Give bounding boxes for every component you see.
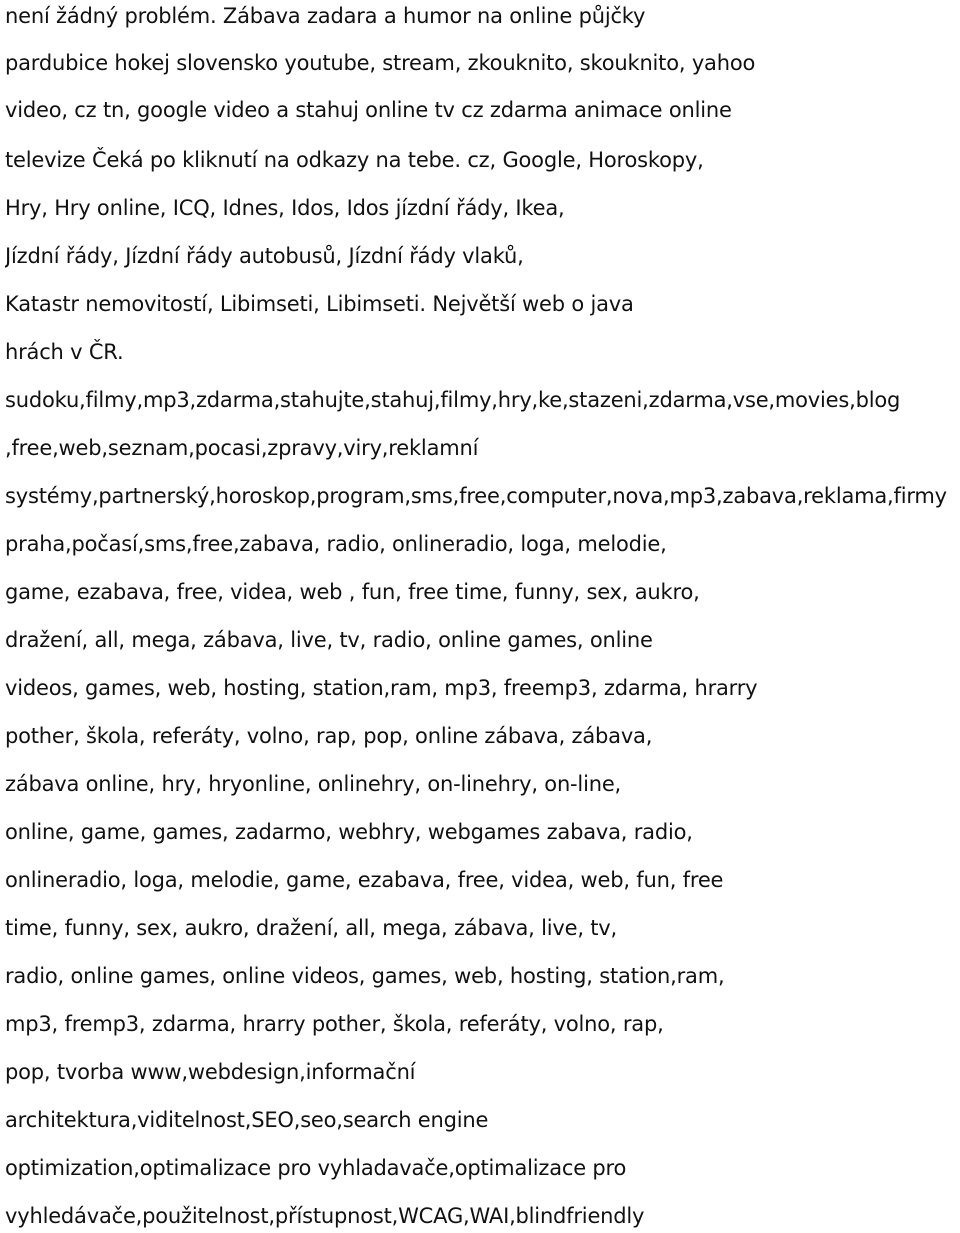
text-line: pop, tvorba www,webdesign,informační	[5, 1060, 416, 1084]
text-line: time, funny, sex, aukro, dražení, all, mega, zábava, live, tv,	[5, 916, 618, 940]
text-line: ,free,web,seznam,pocasi,zpravy,viry,reklamní	[5, 436, 479, 460]
text-line: pardubice hokej slovensko youtube, stream, zkouknito, skouknito, yahoo	[5, 51, 756, 75]
text-line: Katastr nemovitostí, Libimseti, Libimseti. Největší web o java	[5, 292, 634, 316]
text-line: vyhledávače,použitelnost,přístupnost,WCAG,WAI,blindfriendly	[5, 1204, 645, 1228]
text-line: není žádný problém. Zábava zadara a humor na online půjčky	[5, 4, 646, 28]
text-line: optimization,optimalizace pro vyhladavače,optimalizace pro	[5, 1156, 627, 1180]
text-line: mp3, fremp3, zdarma, hrarry pother, škola, referáty, volno, rap,	[5, 1012, 664, 1036]
text-line: architektura,viditelnost,SEO,seo,search engine	[5, 1108, 489, 1132]
text-line: dražení, all, mega, zábava, live, tv, radio, online games, online	[5, 628, 653, 652]
text-line: pother, škola, referáty, volno, rap, pop, online zábava, zábava,	[5, 724, 653, 748]
text-line: hrách v ČR.	[5, 340, 124, 364]
text-line: sudoku,filmy,mp3,zdarma,stahujte,stahuj,filmy,hry,ke,stazeni,zdarma,vse,movies,blog	[5, 388, 901, 412]
text-line: systémy,partnerský,horoskop,program,sms,free,computer,nova,mp3,zabava,reklama,firmy	[5, 484, 947, 508]
document-page	[5, 0, 960, 1233]
text-line: televize Čeká po kliknutí na odkazy na tebe. cz, Google, Horoskopy,	[5, 148, 704, 172]
text-line: video, cz tn, google video a stahuj online tv cz zdarma animace online	[5, 98, 732, 122]
text-line: Jízdní řády, Jízdní řády autobusů, Jízdní řády vlaků,	[5, 244, 524, 268]
text-line: Hry, Hry online, ICQ, Idnes, Idos, Idos jízdní řády, Ikea,	[5, 196, 565, 220]
text-line: zábava online, hry, hryonline, onlinehry, on-linehry, on-line,	[5, 772, 622, 796]
text-line: online, game, games, zadarmo, webhry, webgames zabava, radio,	[5, 820, 693, 844]
text-line: praha,počasí,sms,free,zabava, radio, onlineradio, loga, melodie,	[5, 532, 667, 556]
text-line: videos, games, web, hosting, station,ram, mp3, freemp3, zdarma, hrarry	[5, 676, 758, 700]
text-line: radio, online games, online videos, games, web, hosting, station,ram,	[5, 964, 725, 988]
text-line: game, ezabava, free, videa, web , fun, free time, funny, sex, aukro,	[5, 580, 700, 604]
text-line: onlineradio, loga, melodie, game, ezabava, free, videa, web, fun, free	[5, 868, 724, 892]
